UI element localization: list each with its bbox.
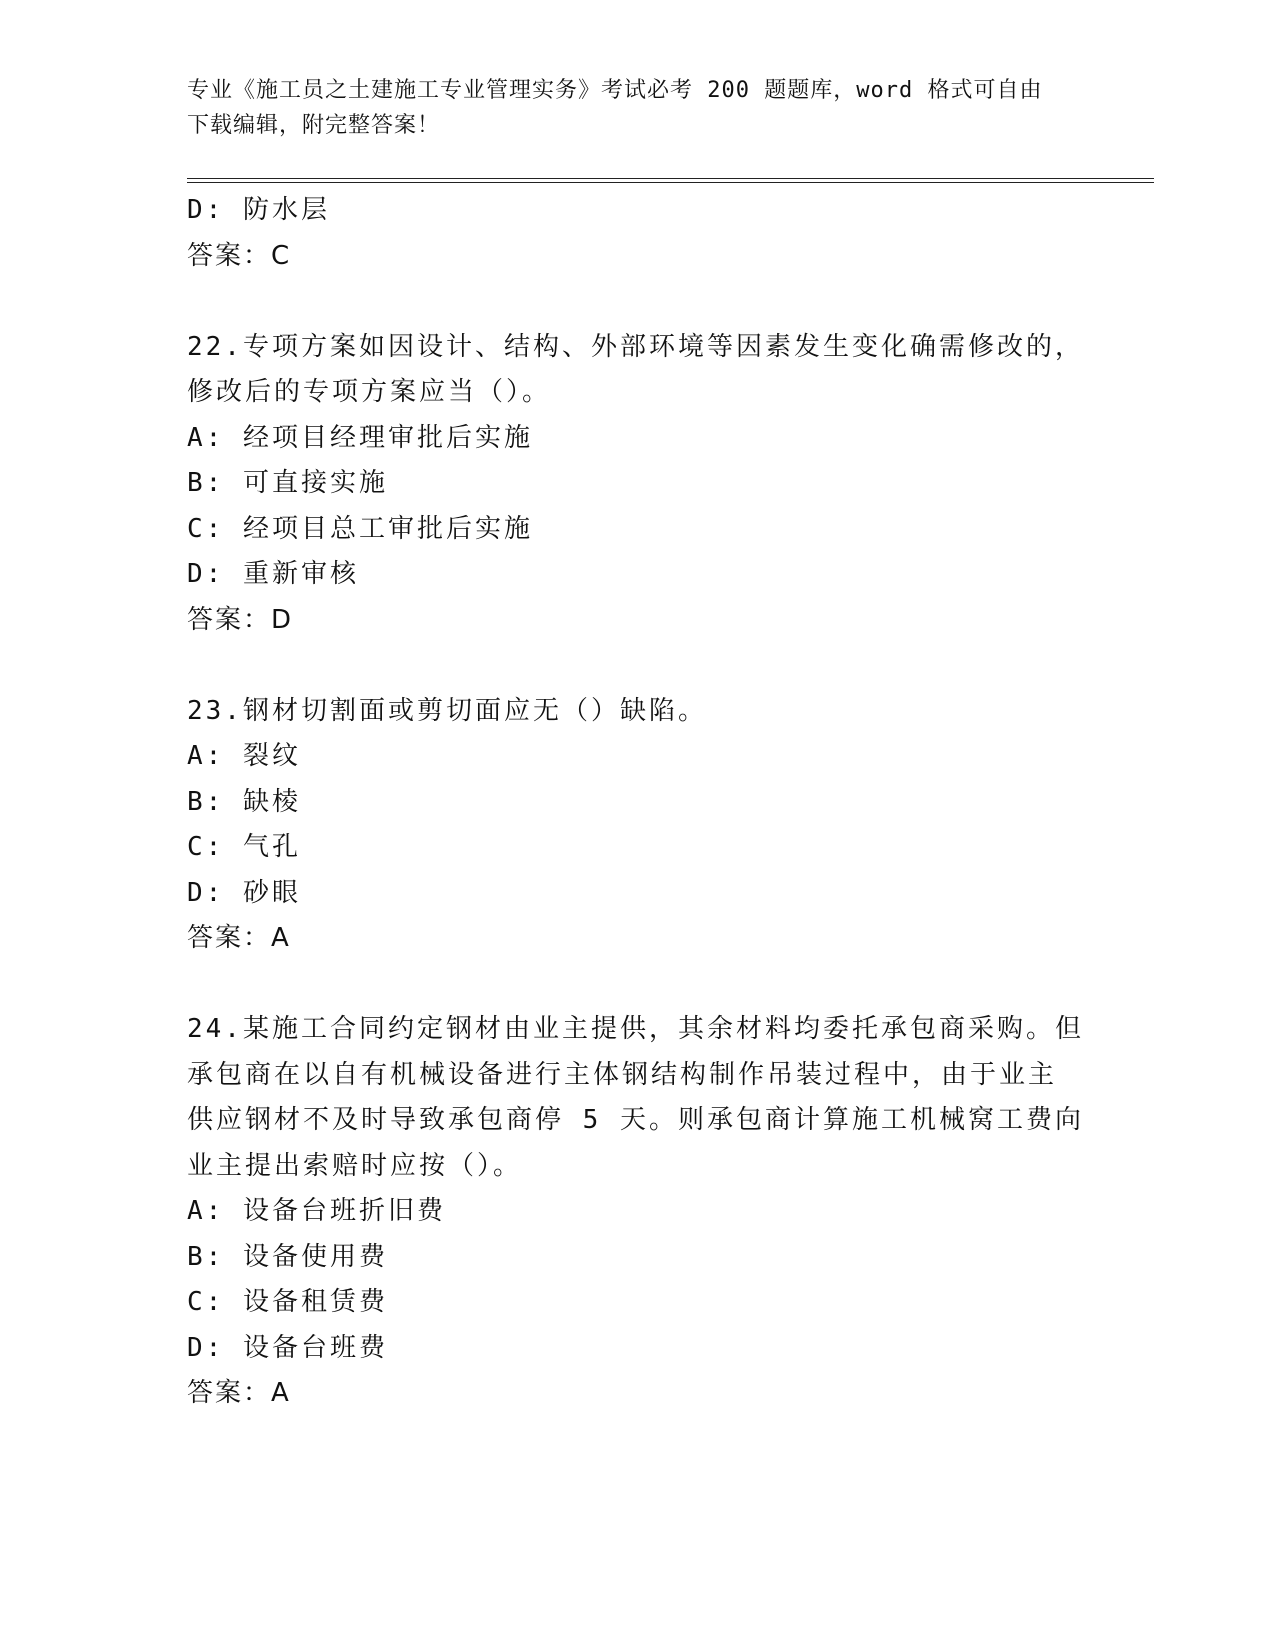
question-block [187, 1007, 1087, 1417]
answer-line: 答案：C [187, 240, 292, 271]
header-line-1: 专业《施工员之土建施工专业管理实务》考试必考 200 题题库，word 格式可自由 [187, 78, 1043, 103]
option-b: B: 缺棱 [187, 786, 301, 817]
question-text: 22.专项方案如因设计、结构、外部环境等因素发生变化确需修改的， [187, 331, 1084, 362]
question-text: 24.某施工合同约定钢材由业主提供，其余材料均委托承包商采购。但 [187, 1014, 1084, 1044]
option-c: C: 设备租赁费 [187, 1287, 388, 1317]
option-a: A: 设备台班折旧费 [187, 1196, 446, 1226]
question-block [187, 325, 1087, 644]
question-text: 承包商在以自有机械设备进行主体钢结构制作吊装过程中，由于业主 [187, 1059, 1058, 1090]
option-a: A: 裂纹 [187, 741, 301, 771]
option-b: B: 设备使用费 [187, 1241, 388, 1272]
option-d: D: 设备台班费 [187, 1332, 388, 1363]
answer-line: 答案：A [187, 923, 291, 953]
question-block [187, 689, 1087, 962]
option-a: A: 经项目经理审批后实施 [187, 422, 533, 453]
option-c: C: 经项目总工审批后实施 [187, 513, 533, 544]
answer-line: 答案：D [187, 604, 294, 635]
header-divider [187, 178, 1154, 183]
document-body [187, 188, 1087, 1417]
question-text: 供应钢材不及时导致承包商停 5 天。则承包商计算施工机械窝工费向 [187, 1105, 1084, 1135]
spacer [187, 279, 1087, 325]
option-b: B: 可直接实施 [187, 468, 388, 498]
option-d: D: 砂眼 [187, 877, 301, 908]
answer-line: 答案：A [187, 1378, 291, 1408]
header-line-2: 下载编辑，附完整答案！ [187, 113, 441, 138]
option-c: C: 气孔 [187, 832, 301, 862]
option-d: D: 重新审核 [187, 559, 359, 589]
spacer [187, 962, 1087, 1008]
question-text: 业主提出索赔时应按（）。 [187, 1150, 523, 1181]
spacer [187, 643, 1087, 689]
document-header [187, 73, 1077, 143]
option-d: D: 防水层 [187, 195, 330, 225]
question-text: 23.钢材切割面或剪切面应无（）缺陷。 [187, 695, 707, 726]
question-text: 修改后的专项方案应当（）。 [187, 377, 552, 407]
